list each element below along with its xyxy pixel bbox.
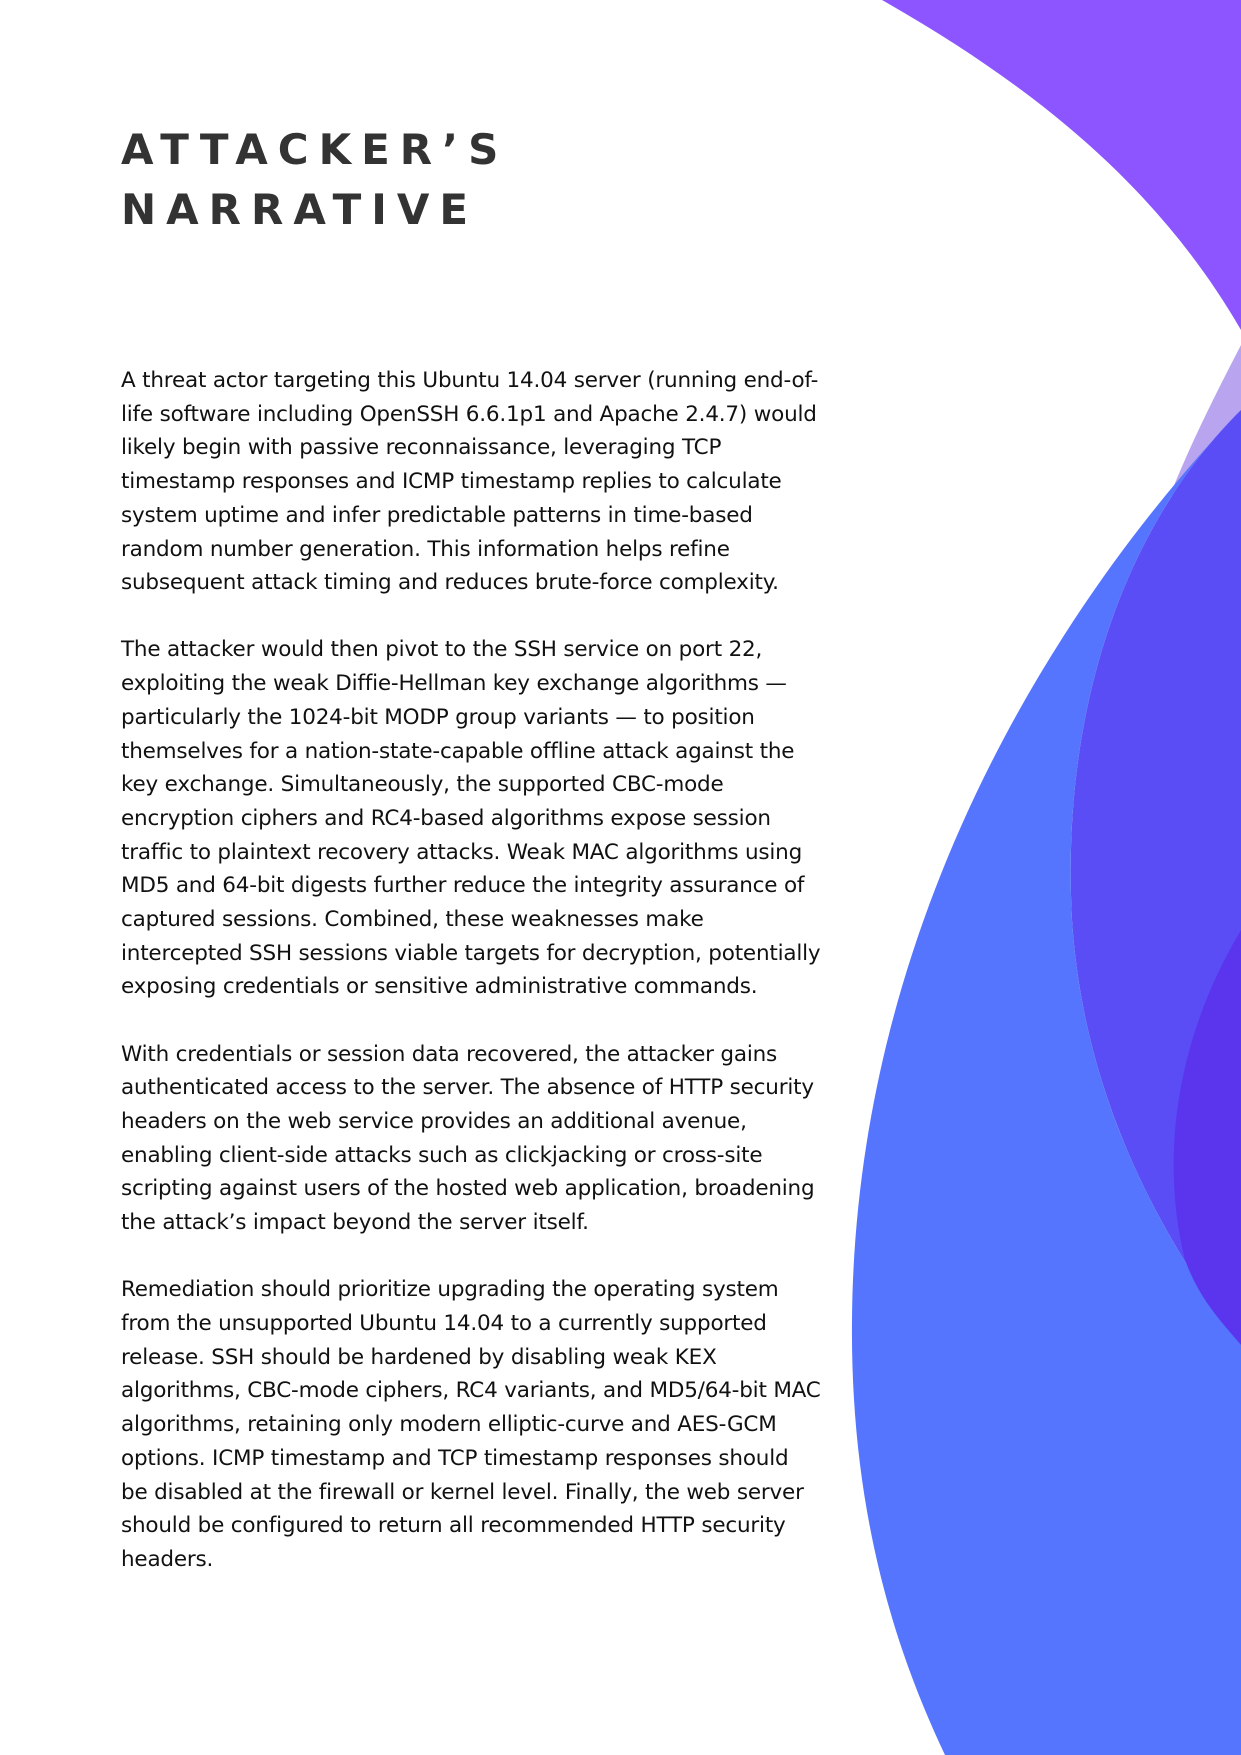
page-title — [121, 120, 508, 240]
paragraph-remediation: Remediation should prioritize upgrading the operating system from the unsupported Ubuntu 14.04 to a currently supported release. SSH should be hardened by disabling weak KEX algorithms, CBC-mode ciphers, RC4 variants, and MD5/64-bit MAC algorithms, retaining only modern elliptic-curve and AES-GCM options. ICMP timestamp and TCP timestamp responses should be disabled at the firewall or kernel level. Finally, the web server should be configured to return all recommended HTTP security headers. — [121, 1277, 821, 1572]
narrative-body — [121, 364, 821, 1610]
paragraph-access-impact: With credentials or session data recovered, the attacker gains authenticated access to the server. The absence of HTTP security headers on the web service provides an additional avenue, enabling client-side attacks such as clickjacking or cross-site scripting against users of the hosted web application, broadening the attack’s impact beyond the server itself. — [121, 1041, 815, 1236]
title-line-2: NARRATIVE — [121, 185, 479, 234]
paragraph-ssh-exploitation: The attacker would then pivot to the SSH service on port 22, exploiting the weak Diffie-Hellman key exchange algorithms — particularly the 1024-bit MODP group variants — to position themselves for a nation-state-capable offline attack against the key exchange. Simultaneously, the supported CBC-mode encryption ciphers and RC4-based algorithms expose session traffic to plaintext recovery attacks. Weak MAC algorithms using MD5 and 64-bit digests further reduce the integrity assurance of captured sessions. Combined, these weaknesses make intercepted SSH sessions viable targets for decryption, potentially exposing credentials or sensitive administrative commands. — [121, 637, 821, 1000]
paragraph-reconnaissance: A threat actor targeting this Ubuntu 14.04 server (running end-of-life software including OpenSSH 6.6.1p1 and Apache 2.4.7) would likely begin with passive reconnaissance, leveraging TCP timestamp responses and ICMP timestamp replies to calculate system uptime and infer predictable patterns in time-based random number generation. This information helps refine subsequent attack timing and reduces brute-force complexity. — [121, 368, 819, 596]
purple-wave-shape — [882, 0, 1241, 330]
title-line-1: ATTACKER’S — [121, 125, 509, 174]
